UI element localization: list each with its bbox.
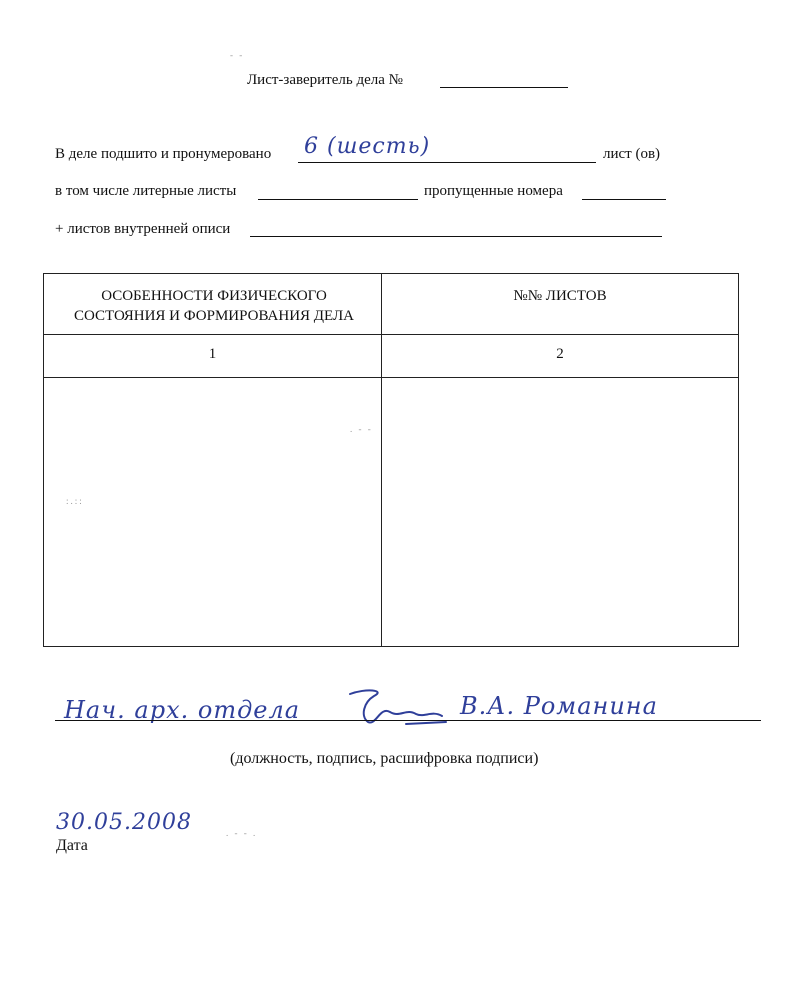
date-handwritten: 30.05.2008 xyxy=(56,810,192,835)
signature-caption: (должность, подпись, расшифровка подписи) xyxy=(230,750,539,767)
inventory-value-line xyxy=(250,236,662,237)
sewn-label: В деле подшито и пронумеровано xyxy=(55,146,272,162)
column-divider xyxy=(381,274,382,646)
missing-label: пропущенные номера xyxy=(424,183,563,199)
scan-speck: :.:: xyxy=(66,496,84,506)
missing-value-line xyxy=(582,199,666,200)
date-label: Дата xyxy=(56,837,88,854)
inventory-label: + листов внутренней описи xyxy=(55,221,231,237)
lettered-value-line xyxy=(258,199,418,200)
sewn-value-handwritten: 6 (шесть) xyxy=(304,134,431,159)
signature-mark xyxy=(346,686,456,730)
column-header-features: ОСОБЕННОСТИ ФИЗИЧЕСКОГО СОСТОЯНИЯ И ФОРМИРОВАНИЯ ДЕЛА xyxy=(73,288,354,324)
signature-name-handwritten: В.А. Романина xyxy=(460,692,658,720)
header-divider xyxy=(44,334,738,335)
signature-line xyxy=(55,720,761,721)
scan-speck: . - - . xyxy=(226,828,258,838)
case-number-line xyxy=(440,87,568,88)
column-header-sheet-numbers: №№ ЛИСТОВ xyxy=(513,288,607,304)
lettered-label: в том числе литерные листы xyxy=(55,183,237,199)
scan-speck: . - - xyxy=(350,424,373,434)
number-row-divider xyxy=(44,377,738,378)
column-number-1: 1 xyxy=(208,346,217,362)
column-number-2: 2 xyxy=(556,346,564,362)
sheets-suffix: лист (ов) xyxy=(603,146,661,162)
scan-speck: - - xyxy=(230,50,245,60)
condition-table xyxy=(43,273,739,647)
signature-position-handwritten: Нач. арх. отдела xyxy=(64,696,301,724)
sewn-value-line xyxy=(298,162,596,163)
page-title: Лист-заверитель дела № xyxy=(247,72,403,88)
